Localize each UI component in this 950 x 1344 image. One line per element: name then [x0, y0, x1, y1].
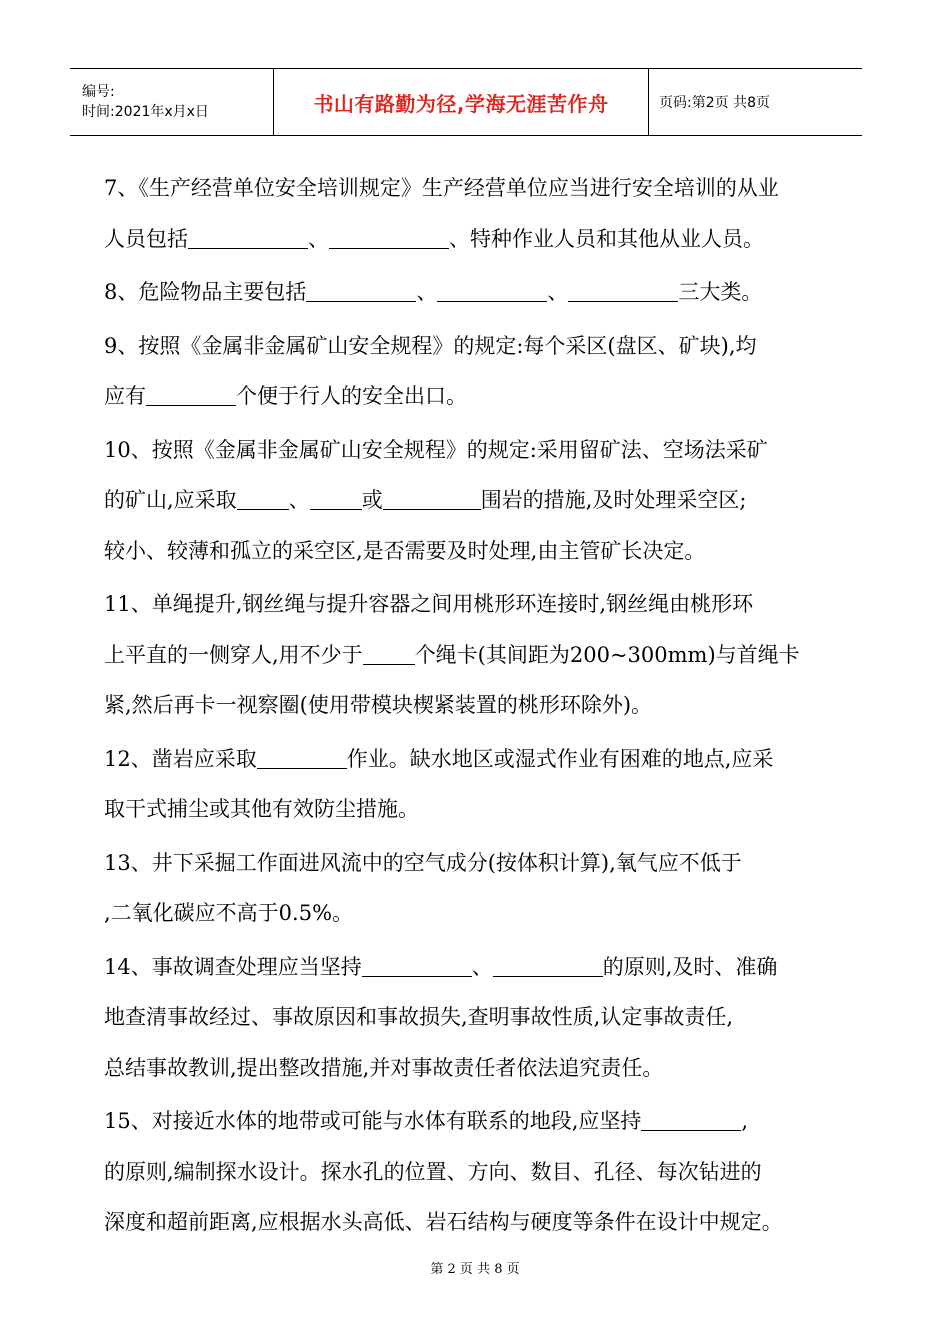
header-right [649, 69, 862, 135]
page-footer [0, 1258, 950, 1277]
fill-blank[interactable] [237, 487, 289, 510]
fill-blank[interactable] [437, 279, 547, 302]
q12-line1: 12、凿岩应采取 作业。缺水地区或湿式作业有困难的地点,应采 [104, 746, 774, 771]
page-header [70, 68, 862, 136]
q7-line1: 7、《生产经营单位安全培训规定》生产经营单位应当进行安全培训的从业 [104, 176, 779, 200]
fill-blank[interactable] [363, 642, 415, 665]
q9-line2: 应有 个便于行人的安全出口。 [104, 384, 467, 408]
number-label: 编号: [82, 84, 115, 100]
fill-blank[interactable] [362, 954, 472, 977]
q15-line3: 深度和超前距离,应根据水头高低、岩石结构与硬度等条件在设计中规定。 [104, 1210, 783, 1234]
q15-line2: 的原则,编制探水设计。探水孔的位置、方向、数目、孔径、每次钻进的 [104, 1159, 762, 1184]
fill-blank[interactable] [383, 487, 481, 510]
page-label: 页码:第2页 共8页 [659, 95, 770, 111]
fill-blank[interactable] [146, 383, 236, 406]
q14-line1: 14、事故调查处理应当坚持 、 的原则,及时、准确 [104, 954, 778, 979]
q9-line1: 9、按照《金属非金属矿山安全规程》的规定:每个采区(盘区、矿块),均 [104, 333, 757, 358]
q14-line3: 总结事故教训,提出整改措施,并对事故责任者依法追究责任。 [104, 1055, 664, 1080]
q7-line2: 人员包括 、 、特种作业人员和其他从业人员。 [104, 226, 764, 251]
q13-line2: ,二氧化碳应不高于0.5%。 [104, 901, 354, 925]
fill-blank[interactable] [493, 954, 603, 977]
q10-line2: 的矿山,应采取 、 或 围岩的措施,及时处理采空区; [104, 488, 747, 512]
q11-line1: 11、单绳提升,钢丝绳与提升容器之间用桃形环连接时,钢丝绳由桃形环 [104, 592, 754, 616]
fill-blank[interactable] [329, 226, 449, 249]
fill-blank[interactable] [188, 226, 308, 249]
fill-blank[interactable] [310, 487, 362, 510]
q14-line2: 地查清事故经过、事故原因和事故损失,查明事故性质,认定事故责任, [104, 1005, 734, 1029]
q13-line1: 13、井下采掘工作面进风流中的空气成分(按体积计算),氧气应不低于 [104, 850, 742, 875]
q11-line3: 紧,然后再卡一视察圈(使用带模块楔紧装置的桃形环除外)。 [104, 693, 653, 717]
q10-line3: 较小、较薄和孤立的采空区,是否需要及时处理,由主管矿长决定。 [104, 538, 706, 563]
q8-line1: 8、危险物品主要包括 、 、 三大类。 [104, 280, 763, 304]
fill-blank[interactable] [257, 746, 347, 769]
motto: 书山有路勤为径,学海无涯苦作舟 [313, 91, 609, 116]
header-left [70, 69, 273, 135]
q12-line2: 取干式捕尘或其他有效防尘措施。 [104, 797, 419, 821]
document-body [104, 166, 836, 1251]
q10-line1: 10、按照《金属非金属矿山安全规程》的规定:采用留矿法、空场法采矿 [104, 437, 768, 462]
header-middle [273, 69, 649, 135]
q15-line1: 15、对接近水体的地带或可能与水体有联系的地段,应坚持 , [104, 1109, 749, 1133]
fill-blank[interactable] [568, 279, 678, 302]
fill-blank[interactable] [306, 279, 416, 302]
q11-line2: 上平直的一侧穿人,用不少于 个绳卡(其间距为200~300mm)与首绳卡 [104, 642, 800, 667]
fill-blank[interactable] [641, 1108, 741, 1131]
footer-page-number: 第 2 页 共 8 页 [430, 1262, 520, 1277]
time-label: 时间:2021年x月x日 [82, 104, 209, 120]
